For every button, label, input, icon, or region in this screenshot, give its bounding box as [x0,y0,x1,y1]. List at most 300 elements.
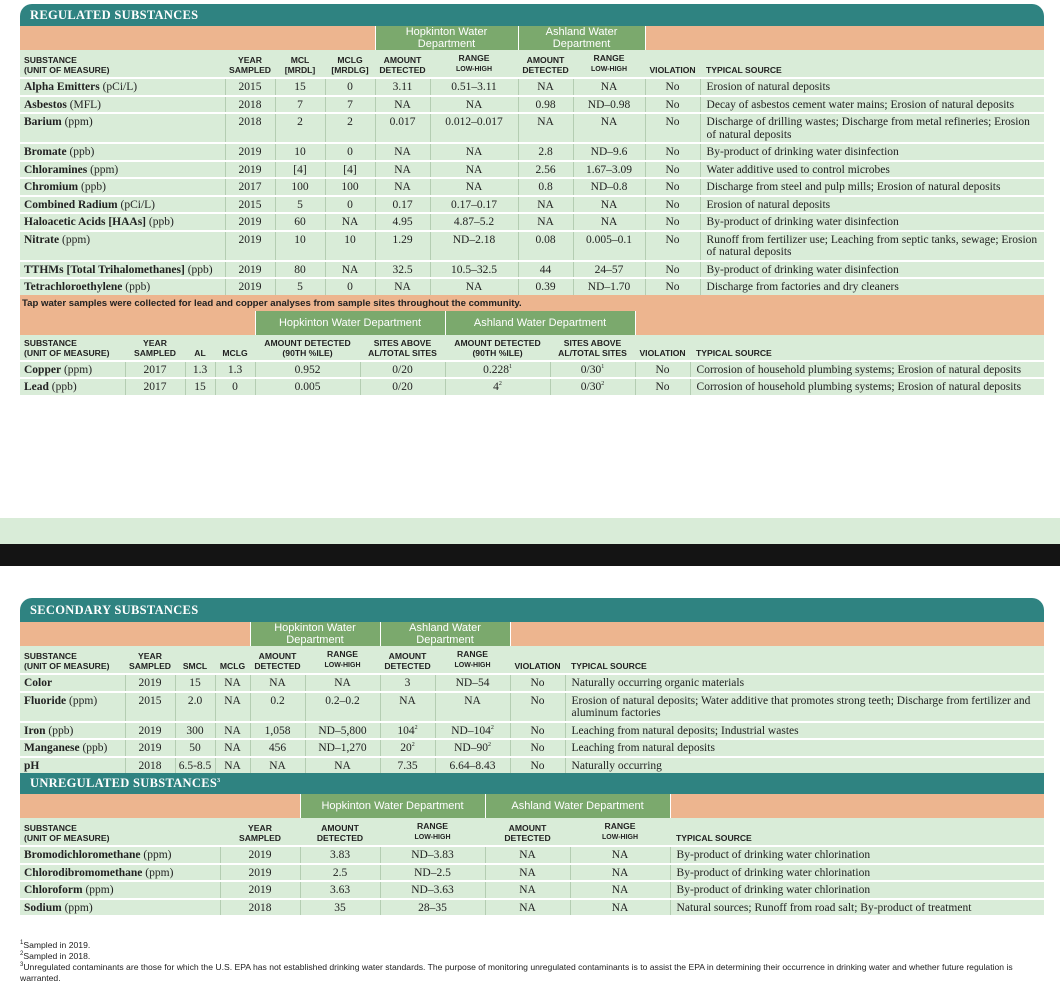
substance-name: Combined Radium (pCi/L) [20,196,225,214]
hopkinton-amount-cell: NA [375,161,430,179]
mclg-cell: NA [325,213,375,231]
substance-name: Bromodichloromethane (ppm) [20,846,220,864]
year-cell: 2017 [225,178,275,196]
violation-cell: No [635,378,690,395]
violation-cell: No [645,178,700,196]
violation-cell: No [645,78,700,96]
sec-col-h-range: RANGE LOW-HIGH [305,646,380,674]
ashland-range-cell: NA [435,692,510,722]
col-h-range: RANGE LOW-HIGH [430,50,518,78]
hopkinton-range-cell: 4.87–5.2 [430,213,518,231]
table-row [20,196,1044,214]
source-cell: Leaching from natural deposits; Industrial wastes [565,722,1044,740]
violation-cell: No [645,231,700,261]
ashland-range-cell: 6.64–8.43 [435,757,510,774]
violation-cell: No [510,722,565,740]
ashland-amount-cell: $104^2$ [380,722,435,740]
al-cell: 1.3 [185,361,215,379]
violation-cell: No [645,96,700,114]
hopkinton-amount-cell: NA [375,278,430,295]
hopkinton-amount-cell: NA [250,757,305,774]
substance-name: Sodium (ppm) [20,899,220,916]
violation-cell: No [645,143,700,161]
mclg-cell: 0 [215,378,255,395]
hopkinton-range-cell: NA [430,96,518,114]
violation-cell: No [635,361,690,379]
hopkinton-range-cell: NA [305,674,380,692]
substance-name: Asbestos (MFL) [20,96,225,114]
ashland-amount-cell: 0.08 [518,231,573,261]
table-row [20,881,1044,899]
hopkinton-range-cell: ND–2.18 [430,231,518,261]
table-row [20,213,1044,231]
section-divider-green [0,518,1060,544]
ashland-range-cell: ND–54 [435,674,510,692]
ashland-amount-cell: 0.98 [518,96,573,114]
hopkinton-range-cell: 28–35 [380,899,485,916]
ashland-sites-cell: $0/30^2$ [550,378,635,395]
hopkinton-amount-cell: 3.11 [375,78,430,96]
table-row [20,674,1044,692]
violation-cell: No [510,739,565,757]
substance-name: Chromium (ppb) [20,178,225,196]
tap-note-row [20,295,1044,311]
secondary-table [20,622,1044,773]
year-cell: 2019 [125,674,175,692]
regulated-group-row [20,26,1044,50]
smcl-cell: 50 [175,739,215,757]
ashland-sites-cell: $0/30^1$ [550,361,635,379]
year-cell: 2018 [225,96,275,114]
col-year: YEAR SAMPLED [225,50,275,78]
year-cell: 2019 [220,881,300,899]
source-cell: Erosion of natural deposits [700,196,1044,214]
hopkinton-amount-cell: 0.017 [375,113,430,143]
unr-col-source: TYPICAL SOURCE [670,818,1044,846]
hopkinton-amount-cell: 2.5 [300,864,380,882]
ashland-amount-cell: 2.8 [518,143,573,161]
footnote: $^2$Sampled in 2018. [20,951,91,961]
unr-group-hopkinton: Hopkinton Water Department [300,794,485,818]
table-row [20,692,1044,722]
ashland-amount-cell: 44 [518,261,573,279]
source-cell: By-product of drinking water disinfection [700,213,1044,231]
sec-col-violation: VIOLATION [510,646,565,674]
year-cell: 2018 [220,899,300,916]
hopkinton-range-cell: 0.2–0.2 [305,692,380,722]
source-cell: By-product of drinking water chlorination [670,864,1044,882]
lc-col-h-amount: AMOUNT DETECTED (90TH %ILE) [255,335,360,361]
year-cell: 2015 [225,78,275,96]
smcl-cell: 15 [175,674,215,692]
hopkinton-range-cell: 0.17–0.17 [430,196,518,214]
col-a-range: RANGE LOW-HIGH [573,50,645,78]
mclg-cell: 2 [325,113,375,143]
ashland-range-cell: ND–1.70 [573,278,645,295]
violation-cell: No [645,261,700,279]
violation-cell: No [510,674,565,692]
hopkinton-range-cell: 10.5–32.5 [430,261,518,279]
smcl-cell: 6.5-8.5 [175,757,215,774]
footnote: $^1$Sampled in 2019. [20,940,91,950]
year-cell: 2019 [220,864,300,882]
mcl-cell: 5 [275,196,325,214]
unregulated-header-row [20,818,1044,846]
mclg-cell: 10 [325,231,375,261]
source-cell: Decay of asbestos cement water mains; Erosion of natural deposits [700,96,1044,114]
unr-group-ashland: Ashland Water Department [485,794,670,818]
mcl-cell: 7 [275,96,325,114]
hopkinton-amount-cell: NA [375,178,430,196]
hopkinton-amount-cell: 456 [250,739,305,757]
year-cell: 2015 [125,692,175,722]
hopkinton-amount-cell: 0.2 [250,692,305,722]
hopkinton-amount-cell: 1,058 [250,722,305,740]
lc-col-al: AL [185,335,215,361]
hopkinton-range-cell: 0.012–0.017 [430,113,518,143]
sec-col-substance: SUBSTANCE (UNIT OF MEASURE) [20,646,125,674]
lc-group-hopkinton: Hopkinton Water Department [255,311,445,335]
source-cell: By-product of drinking water chlorination [670,846,1044,864]
hopkinton-range-cell: ND–2.5 [380,864,485,882]
hopkinton-range-cell: NA [430,161,518,179]
col-source: TYPICAL SOURCE [700,50,1044,78]
mclg-cell: 0 [325,196,375,214]
lc-col-a-sites: SITES ABOVE AL/TOTAL SITES [550,335,635,361]
lc-col-violation: VIOLATION [635,335,690,361]
mclg-cell: 0 [325,278,375,295]
substance-name: Nitrate (ppm) [20,231,225,261]
table-row [20,143,1044,161]
violation-cell: No [645,113,700,143]
mclg-cell: 7 [325,96,375,114]
year-cell: 2019 [225,231,275,261]
smcl-cell: 300 [175,722,215,740]
regulated-panel [20,4,1044,395]
ashland-amount-cell: NA [518,78,573,96]
substance-name: Lead (ppb) [20,378,125,395]
violation-cell: No [645,278,700,295]
unr-col-h-amount: AMOUNT DETECTED [300,818,380,846]
substance-name: TTHMs [Total Trihalomethanes] (ppb) [20,261,225,279]
hopkinton-sites-cell: 0/20 [360,361,445,379]
source-cell: Naturally occurring [565,757,1044,774]
mclg-cell: NA [325,261,375,279]
table-row [20,846,1044,864]
secondary-body [20,674,1044,773]
ashland-amount-cell: NA [485,846,570,864]
unr-col-a-range: RANGE LOW-HIGH [570,818,670,846]
ashland-range-cell: 0.005–0.1 [573,231,645,261]
table-row [20,378,1044,395]
lc-col-year: YEAR SAMPLED [125,335,185,361]
regulated-title: REGULATED SUBSTANCES [20,4,1044,26]
lc-header-row [20,335,1044,361]
ashland-range-cell: ND–0.98 [573,96,645,114]
ashland-amount-cell: $4^2$ [445,378,550,395]
source-cell: Corrosion of household plumbing systems; Erosion of natural deposits [690,361,1044,379]
unregulated-title-sup: 3 [217,777,221,784]
mclg-cell: 100 [325,178,375,196]
col-substance: SUBSTANCE (UNIT OF MEASURE) [20,50,225,78]
table-row [20,739,1044,757]
ashland-amount-cell: NA [518,213,573,231]
hopkinton-amount-cell: NA [375,143,430,161]
violation-cell: No [510,757,565,774]
secondary-header-row [20,646,1044,674]
unr-col-substance: SUBSTANCE (UNIT OF MEASURE) [20,818,220,846]
mcl-cell: 5 [275,278,325,295]
ashland-amount-cell: 0.8 [518,178,573,196]
unregulated-title [20,773,1044,794]
substance-name: Iron (ppb) [20,722,125,740]
violation-cell: No [645,161,700,179]
substance-name: Copper (ppm) [20,361,125,379]
mclg-cell: NA [215,722,250,740]
tap-note: Tap water samples were collected for lead and copper analyses from sample sites throughout the community. [20,295,1044,311]
table-row [20,864,1044,882]
table-row [20,722,1044,740]
col-mcl: MCL [MRDL] [275,50,325,78]
lc-col-h-sites: SITES ABOVE AL/TOTAL SITES [360,335,445,361]
hopkinton-amount-cell: 0.005 [255,378,360,395]
substance-name: Haloacetic Acids [HAAs] (ppb) [20,213,225,231]
lc-col-source: TYPICAL SOURCE [690,335,1044,361]
sec-col-a-amount: AMOUNT DETECTED [380,646,435,674]
hopkinton-amount-cell: 4.95 [375,213,430,231]
section-divider-dark [0,544,1060,566]
sec-col-year: YEAR SAMPLED [125,646,175,674]
mcl-cell: 60 [275,213,325,231]
footnote: $^3$Unregulated contaminants are those for which the U.S. EPA has not established drinking water standards. The purpose of monitoring unregulated contaminants is to assist the EPA in determining their occurrence in drinking water and whether future regulation is warranted. [20,962,1013,983]
table-row [20,178,1044,196]
substance-name: Bromate (ppb) [20,143,225,161]
sec-col-smcl: SMCL [175,646,215,674]
source-cell: By-product of drinking water disinfection [700,143,1044,161]
hopkinton-amount-cell: 1.29 [375,231,430,261]
hopkinton-sites-cell: 0/20 [360,378,445,395]
hopkinton-amount-cell: NA [375,96,430,114]
ashland-amount-cell: 7.35 [380,757,435,774]
source-cell: Water additive used to control microbes [700,161,1044,179]
footnotes [20,940,1044,984]
regulated-table [20,26,1044,311]
lc-group-row [20,311,1044,335]
mcl-cell: [4] [275,161,325,179]
year-cell: 2015 [225,196,275,214]
mcl-cell: 10 [275,143,325,161]
ashland-range-cell: 24–57 [573,261,645,279]
ashland-amount-cell: NA [485,864,570,882]
hopkinton-amount-cell: 32.5 [375,261,430,279]
ashland-amount-cell: $20^2$ [380,739,435,757]
unr-col-year: YEAR SAMPLED [220,818,300,846]
hopkinton-range-cell: ND–3.83 [380,846,485,864]
ashland-amount-cell: NA [485,881,570,899]
ashland-range-cell: NA [573,196,645,214]
group-ashland: Ashland Water Department [518,26,645,50]
source-cell: Corrosion of household plumbing systems; Erosion of natural deposits [690,378,1044,395]
regulated-header-row [20,50,1044,78]
ashland-range-cell: 1.67–3.09 [573,161,645,179]
col-a-amount: AMOUNT DETECTED [518,50,573,78]
violation-cell: No [510,692,565,722]
table-row [20,757,1044,774]
ashland-amount-cell: NA [380,692,435,722]
mcl-cell: 10 [275,231,325,261]
mclg-cell: [4] [325,161,375,179]
year-cell: 2019 [220,846,300,864]
lc-col-mclg: MCLG [215,335,255,361]
table-row [20,161,1044,179]
ashland-range-cell: NA [570,846,670,864]
source-cell: Discharge from factories and dry cleaners [700,278,1044,295]
hopkinton-range-cell: ND–5,800 [305,722,380,740]
substance-name: Tetrachloroethylene (ppb) [20,278,225,295]
source-cell: By-product of drinking water disinfection [700,261,1044,279]
sec-col-mclg: MCLG [215,646,250,674]
ashland-range-cell: NA [573,213,645,231]
year-cell: 2019 [225,213,275,231]
source-cell: By-product of drinking water chlorination [670,881,1044,899]
secondary-group-row [20,622,1044,646]
hopkinton-amount-cell: 0.17 [375,196,430,214]
sec-group-hopkinton: Hopkinton Water Department [250,622,380,646]
hopkinton-range-cell: NA [430,143,518,161]
ashland-range-cell: NA [573,78,645,96]
substance-name: pH [20,757,125,774]
source-cell: Runoff from fertilizer use; Leaching from septic tanks, sewage; Erosion of natural deposits [700,231,1044,261]
lc-col-a-amount: AMOUNT DETECTED (90TH %ILE) [445,335,550,361]
source-cell: Discharge from steel and pulp mills; Erosion of natural deposits [700,178,1044,196]
substance-name: Alpha Emitters (pCi/L) [20,78,225,96]
hopkinton-amount-cell: 35 [300,899,380,916]
source-cell: Erosion of natural deposits [700,78,1044,96]
al-cell: 15 [185,378,215,395]
ashland-amount-cell: NA [518,113,573,143]
hopkinton-amount-cell: 3.63 [300,881,380,899]
unr-col-a-amount: AMOUNT DETECTED [485,818,570,846]
year-cell: 2019 [125,739,175,757]
lead-copper-table [20,311,1044,395]
table-row [20,899,1044,916]
lc-col-substance: SUBSTANCE (UNIT OF MEASURE) [20,335,125,361]
ashland-amount-cell: 3 [380,674,435,692]
secondary-panel [20,598,1044,915]
sec-group-ashland: Ashland Water Department [380,622,510,646]
table-row [20,278,1044,295]
source-cell: Leaching from natural deposits [565,739,1044,757]
mclg-cell: NA [215,674,250,692]
unregulated-table [20,794,1044,915]
hopkinton-amount-cell: 3.83 [300,846,380,864]
ashland-amount-cell: 0.39 [518,278,573,295]
hopkinton-amount-cell: NA [250,674,305,692]
smcl-cell: 2.0 [175,692,215,722]
ashland-range-cell: $ND-104^2$ [435,722,510,740]
table-row [20,361,1044,379]
ashland-range-cell: NA [570,864,670,882]
table-row [20,113,1044,143]
unregulated-title-text: UNREGULATED SUBSTANCES [30,776,218,790]
table-row [20,231,1044,261]
year-cell: 2019 [125,722,175,740]
lc-group-ashland: Ashland Water Department [445,311,635,335]
source-cell: Natural sources; Runoff from road salt; By-product of treatment [670,899,1044,916]
substance-name: Manganese (ppb) [20,739,125,757]
violation-cell: No [645,196,700,214]
col-mclg: MCLG [MRDLG] [325,50,375,78]
source-cell: Erosion of natural deposits; Water additive that promotes strong teeth; Discharge from fertilizer and aluminum factories [565,692,1044,722]
table-row [20,78,1044,96]
mcl-cell: 15 [275,78,325,96]
ashland-range-cell: $ND-90^2$ [435,739,510,757]
ashland-amount-cell: NA [485,899,570,916]
mclg-cell: NA [215,757,250,774]
hopkinton-range-cell: NA [430,278,518,295]
year-cell: 2019 [225,161,275,179]
substance-name: Barium (ppm) [20,113,225,143]
ashland-range-cell: ND–0.8 [573,178,645,196]
sec-col-a-range: RANGE LOW-HIGH [435,646,510,674]
substance-name: Fluoride (ppm) [20,692,125,722]
year-cell: 2017 [125,378,185,395]
group-hopkinton: Hopkinton Water Department [375,26,518,50]
year-cell: 2017 [125,361,185,379]
unregulated-body [20,846,1044,915]
year-cell: 2019 [225,143,275,161]
source-cell: Discharge of drilling wastes; Discharge from metal refineries; Erosion of natural deposits [700,113,1044,143]
col-h-amount: AMOUNT DETECTED [375,50,430,78]
mcl-cell: 80 [275,261,325,279]
hopkinton-range-cell: ND–1,270 [305,739,380,757]
hopkinton-range-cell: ND–3.63 [380,881,485,899]
hopkinton-range-cell: NA [305,757,380,774]
ashland-range-cell: NA [573,113,645,143]
source-cell: Naturally occurring organic materials [565,674,1044,692]
mclg-cell: NA [215,739,250,757]
sec-col-source: TYPICAL SOURCE [565,646,1044,674]
hopkinton-amount-cell: 0.952 [255,361,360,379]
substance-name: Chloramines (ppm) [20,161,225,179]
substance-name: Color [20,674,125,692]
year-cell: 2019 [225,261,275,279]
unr-col-h-range: RANGE LOW-HIGH [380,818,485,846]
hopkinton-range-cell: NA [430,178,518,196]
table-row [20,96,1044,114]
mclg-cell: NA [215,692,250,722]
ashland-range-cell: NA [570,881,670,899]
year-cell: 2018 [125,757,175,774]
col-violation: VIOLATION [645,50,700,78]
mcl-cell: 2 [275,113,325,143]
secondary-title: SECONDARY SUBSTANCES [20,598,1044,622]
year-cell: 2019 [225,278,275,295]
mclg-cell: 0 [325,143,375,161]
mclg-cell: 0 [325,78,375,96]
substance-name: Chloroform (ppm) [20,881,220,899]
mcl-cell: 100 [275,178,325,196]
substance-name: Chlorodibromomethane (ppm) [20,864,220,882]
ashland-amount-cell: NA [518,196,573,214]
ashland-range-cell: NA [570,899,670,916]
unregulated-group-row [20,794,1044,818]
regulated-body [20,78,1044,295]
lc-body [20,361,1044,395]
ashland-amount-cell: 0.228$^1$ [445,361,550,379]
table-row [20,261,1044,279]
hopkinton-range-cell: 0.51–3.11 [430,78,518,96]
